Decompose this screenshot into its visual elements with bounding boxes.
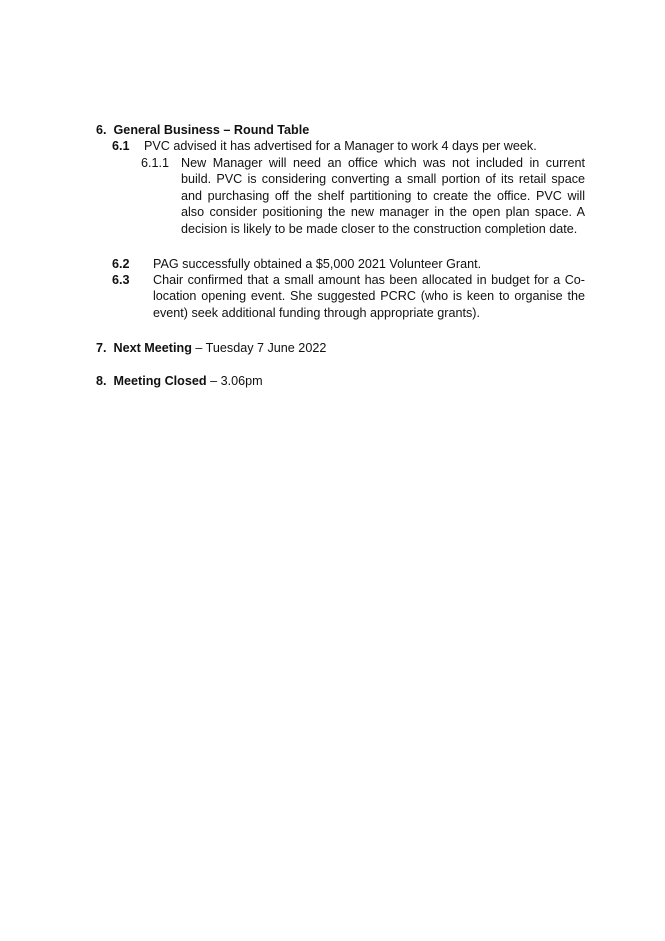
section-6-heading xyxy=(96,122,309,138)
item-6-3-body: Chair confirmed that a small amount has been allocated in budget for a Co-location opening event. She suggested PCRC (who is keen to organise the event) seek additional funding through appropriate grants). xyxy=(153,273,585,320)
section-6-title: General Business – Round Table xyxy=(113,123,310,137)
section-8-title: Meeting Closed xyxy=(113,374,207,388)
item-6-3-text xyxy=(153,272,585,321)
section-7-number: 7. xyxy=(96,341,107,355)
item-6-2-text: PAG successfully obtained a $5,000 2021 Volunteer Grant. xyxy=(153,257,482,271)
item-6-1-number: 6.1 xyxy=(112,139,130,153)
section-6-number: 6. xyxy=(96,123,107,137)
section-7-detail: – Tuesday 7 June 2022 xyxy=(191,341,327,355)
subitem-6-1-1-body: New Manager will need an office which was not included in current build. PVC is considering converting a small portion of its retail space and purchasing off the shelf partitioning to create the office. PVC will also consider positioning the new manager in the open plan space. A decision is likely to be made closer to the construction completion date. xyxy=(181,156,585,236)
section-7-title: Next Meeting xyxy=(113,341,192,355)
section-8-number: 8. xyxy=(96,374,107,388)
subitem-6-1-1-number: 6.1.1 xyxy=(141,156,170,170)
item-6-2-number: 6.2 xyxy=(112,257,130,271)
section-7-line xyxy=(96,340,326,356)
subitem-6-1-1-text xyxy=(181,155,585,237)
item-6-3-number: 6.3 xyxy=(112,273,130,287)
section-8-line xyxy=(96,373,263,389)
section-8-detail: – 3.06pm xyxy=(206,374,263,388)
item-6-1-text: PVC advised it has advertised for a Manager to work 4 days per week. xyxy=(144,139,537,153)
